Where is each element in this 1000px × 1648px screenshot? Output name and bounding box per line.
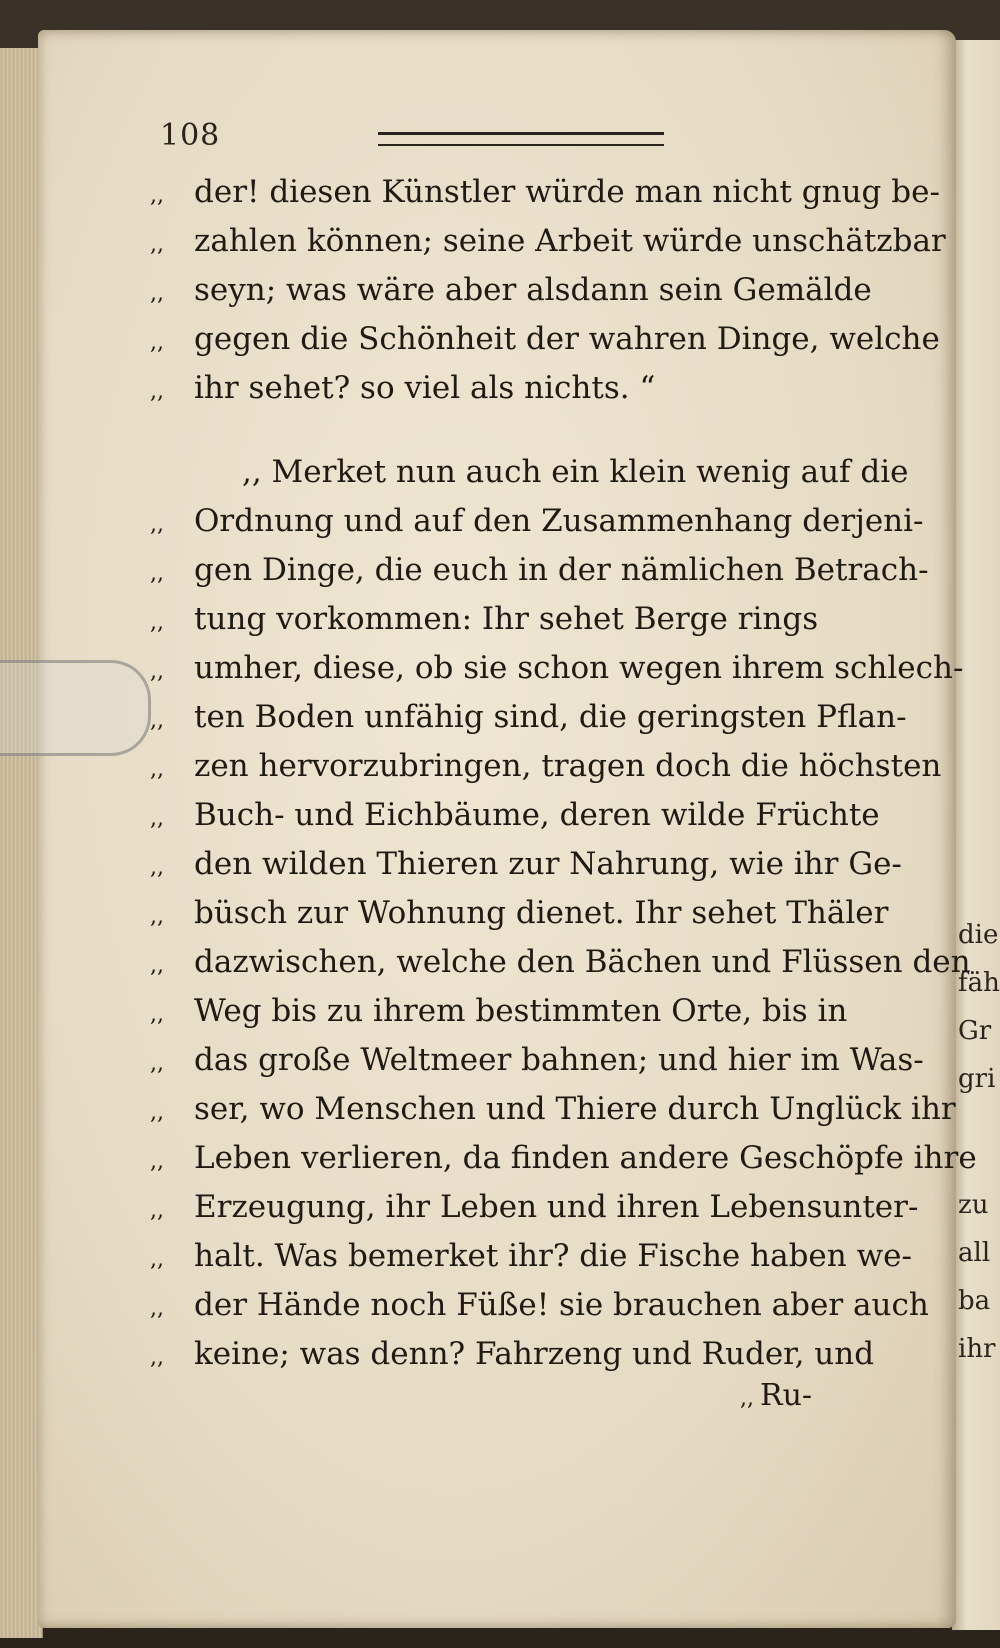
quote-mark: ,,	[150, 1100, 164, 1125]
line-text: gen Dinge, die euch in der nämlichen Betrach-	[194, 552, 929, 588]
line-text: den wilden Thieren zur Nahrung, wie ihr Ge-	[194, 846, 902, 882]
line-text: tung vorkommen: Ihr sehet Berge rings	[194, 601, 819, 637]
quote-mark: ,,	[150, 1247, 164, 1272]
text-line	[150, 1232, 912, 1281]
facing-fragment: zu	[958, 1190, 989, 1220]
text-line	[150, 791, 890, 840]
facing-fragment: ihr	[958, 1334, 996, 1364]
quote-mark: ,,	[150, 281, 164, 306]
line-text: zen hervorzubringen, tragen doch die höchsten	[194, 748, 942, 784]
facing-fragment: gri	[958, 1064, 996, 1094]
line-text: Buch- und Eichbäume, deren wilde Früchte	[194, 797, 880, 833]
line-text: dazwischen, welche den Bächen und Flüssen den	[194, 944, 971, 980]
line-text: gegen die Schönheit der wahren Dinge, welche	[194, 321, 940, 357]
text-line	[150, 315, 940, 364]
line-text: ihr sehet? so viel als nichts. “	[194, 370, 656, 406]
quote-mark: ,,	[150, 1149, 164, 1174]
line-text: keine; was denn? Fahrzeng und Ruder, und	[194, 1336, 875, 1372]
facing-page	[952, 40, 1000, 1630]
facing-fragment: die	[958, 920, 999, 950]
quote-mark: ,,	[150, 1345, 164, 1370]
text-line	[150, 497, 924, 546]
facing-fragment: fäh	[958, 968, 1000, 998]
text-line	[150, 938, 971, 987]
line-text: ten Boden unfähig sind, die geringsten Pflan-	[194, 699, 907, 735]
text-line	[150, 693, 907, 742]
facing-fragment: Gr	[958, 1016, 992, 1046]
text-line	[150, 217, 946, 266]
text-line	[150, 546, 929, 595]
facing-fragment: ba	[958, 1286, 991, 1316]
quote-mark: ,,	[150, 512, 164, 537]
catchword	[740, 1378, 812, 1413]
text-line	[150, 595, 890, 644]
text-line	[150, 364, 890, 413]
quote-mark: ,,	[150, 610, 164, 635]
facing-fragment: all	[958, 1238, 991, 1268]
paragraph-gap	[150, 413, 890, 448]
text-line	[150, 1085, 956, 1134]
line-text: Erzeugung, ihr Leben und ihren Lebensunter-	[194, 1189, 919, 1225]
text-line	[150, 644, 964, 693]
text-line	[150, 1281, 929, 1330]
text-line	[150, 1330, 890, 1379]
paragraph-1	[150, 168, 946, 413]
line-text: Ordnung und auf den Zusammenhang derjeni-	[194, 503, 924, 539]
line-text: ser, wo Menschen und Thiere durch Unglück ihr	[194, 1091, 956, 1127]
quote-mark: ,,	[150, 561, 164, 586]
text-line	[150, 1036, 924, 1085]
line-text: umher, diese, ob sie schon wegen ihrem schlech-	[194, 650, 964, 686]
text-line	[150, 889, 890, 938]
line-text: der Hände noch Füße! sie brauchen aber auch	[194, 1287, 929, 1323]
catchword-text: Ru-	[760, 1378, 813, 1413]
line-text: halt. Was bemerket ihr? die Fische haben we-	[194, 1238, 912, 1274]
quote-mark: ,,	[150, 1198, 164, 1223]
quote-mark: ,,	[150, 330, 164, 355]
text-line	[150, 1134, 977, 1183]
page-stack-edge	[0, 48, 43, 1638]
text-line	[150, 448, 909, 497]
quote-mark: ,,	[150, 757, 164, 782]
quote-mark: ,,	[150, 1002, 164, 1027]
quote-mark: ,,	[150, 855, 164, 880]
line-text: Leben verlieren, da finden andere Geschöpfe ihre	[194, 1140, 977, 1176]
quote-mark: ,,	[150, 708, 164, 733]
line-text: zahlen können; seine Arbeit würde unschätzbar	[194, 223, 946, 259]
quote-mark: ,,	[150, 1296, 164, 1321]
quote-mark: ,,	[150, 904, 164, 929]
line-text: ,, Merket nun auch ein klein wenig auf die	[242, 454, 909, 490]
quote-mark: ,,	[740, 1386, 754, 1411]
line-text: Weg bis zu ihrem bestimmten Orte, bis in	[194, 993, 848, 1029]
page-number: 108	[160, 118, 221, 153]
page-clip	[0, 660, 151, 756]
quote-mark: ,,	[150, 232, 164, 257]
line-text: seyn; was wäre aber alsdann sein Gemälde	[194, 272, 872, 308]
line-text: das große Weltmeer bahnen; und hier im Was-	[194, 1042, 924, 1078]
header-rule	[378, 132, 664, 146]
quote-mark: ,,	[150, 806, 164, 831]
quote-mark: ,,	[150, 379, 164, 404]
quote-mark: ,,	[150, 953, 164, 978]
line-text: büsch zur Wohnung dienet. Ihr sehet Thäler	[194, 895, 889, 931]
text-line	[150, 1183, 919, 1232]
text-line	[150, 840, 902, 889]
text-line	[150, 742, 942, 791]
text-line	[150, 987, 890, 1036]
quote-mark: ,,	[150, 183, 164, 208]
line-text: der! diesen Künstler würde man nicht gnug be-	[194, 174, 940, 210]
text-line	[150, 168, 940, 217]
quote-mark: ,,	[150, 1051, 164, 1076]
quote-mark: ,,	[150, 659, 164, 684]
text-line	[150, 266, 890, 315]
